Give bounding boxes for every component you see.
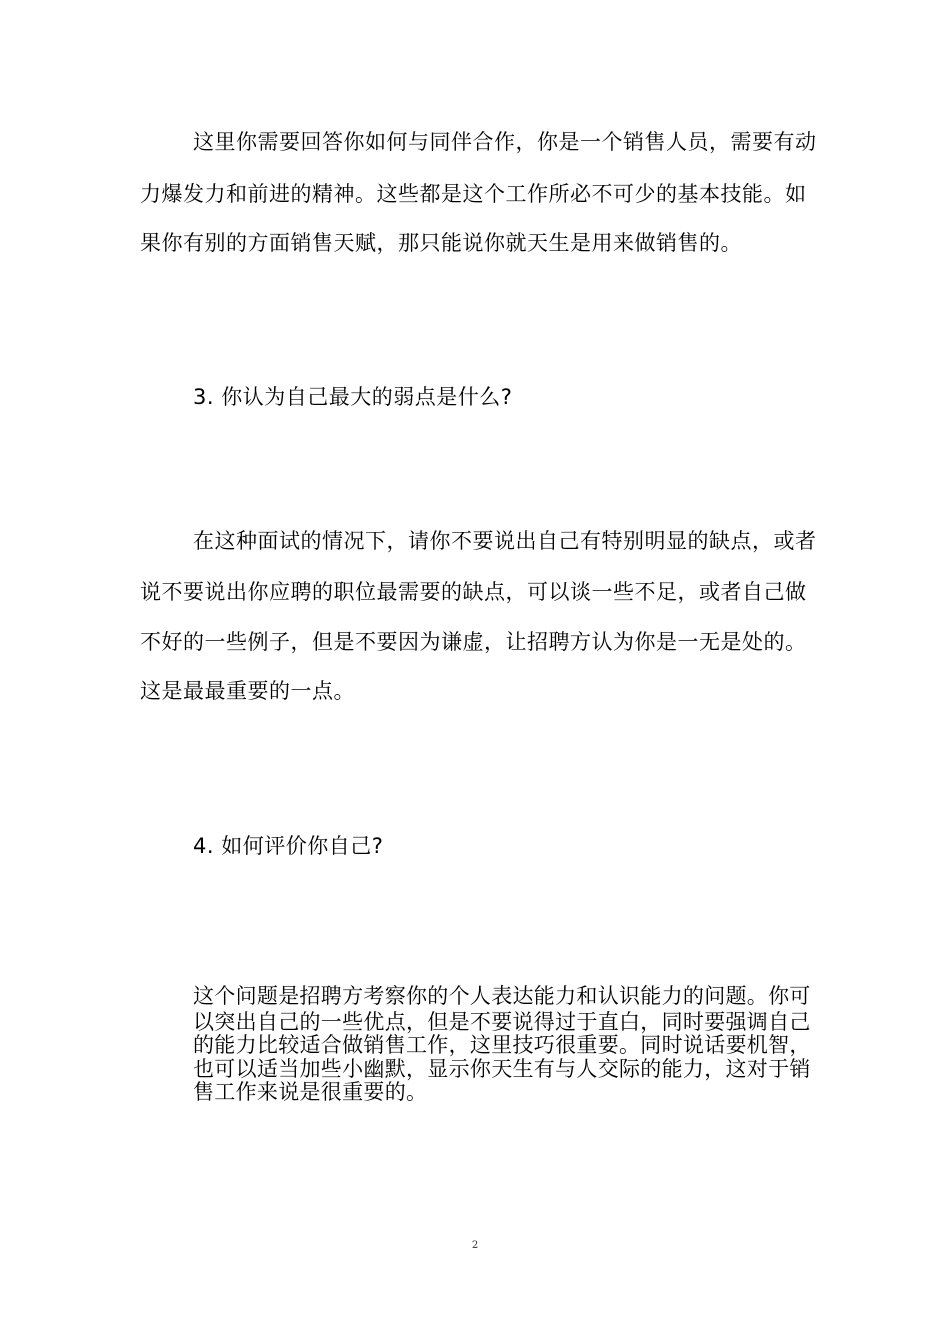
question-3-heading: 3. 你认为自己最大的弱点是什么? — [193, 385, 513, 409]
paragraph-3-line-5: 售工作来说是很重要的。 — [193, 1080, 428, 1104]
paragraph-2-line-1: 在这种面试的情况下，请你不要说出自己有特别明显的缺点，或者 — [193, 529, 817, 553]
paragraph-3-line-1: 这个问题是招聘方考察你的个人表达能力和认识能力的问题。你可 — [193, 984, 811, 1008]
paragraph-2-line-4: 这是最最重要的一点。 — [140, 679, 355, 703]
paragraph-3-line-2: 以突出自己的一些优点，但是不要说得过于直白，同时要强调自己 — [193, 1010, 811, 1034]
page-number: 2 — [471, 1240, 479, 1251]
question-4-heading: 4. 如何评价你自己? — [193, 834, 384, 858]
paragraph-3-line-3: 的能力比较适合做销售工作，这里技巧很重要。同时说话要机智， — [193, 1033, 811, 1057]
paragraph-2-line-3: 不好的一些例子，但是不要因为谦虚，让招聘方认为你是一无是处的。 — [140, 630, 807, 654]
paragraph-3-line-4: 也可以适当加些小幽默，显示你天生有与人交际的能力，这对于销 — [193, 1057, 811, 1081]
paragraph-1-line-3: 果你有别的方面销售天赋，那只能说你就天生是用来做销售的。 — [140, 231, 742, 255]
paragraph-2-line-2: 说不要说出你应聘的职位最需要的缺点，可以谈一些不足，或者自己做 — [140, 580, 807, 604]
paragraph-1-line-2: 力爆发力和前进的精神。这些都是这个工作所必不可少的基本技能。如 — [140, 182, 807, 206]
paragraph-1-line-1: 这里你需要回答你如何与同伴合作，你是一个销售人员，需要有动 — [193, 130, 817, 154]
